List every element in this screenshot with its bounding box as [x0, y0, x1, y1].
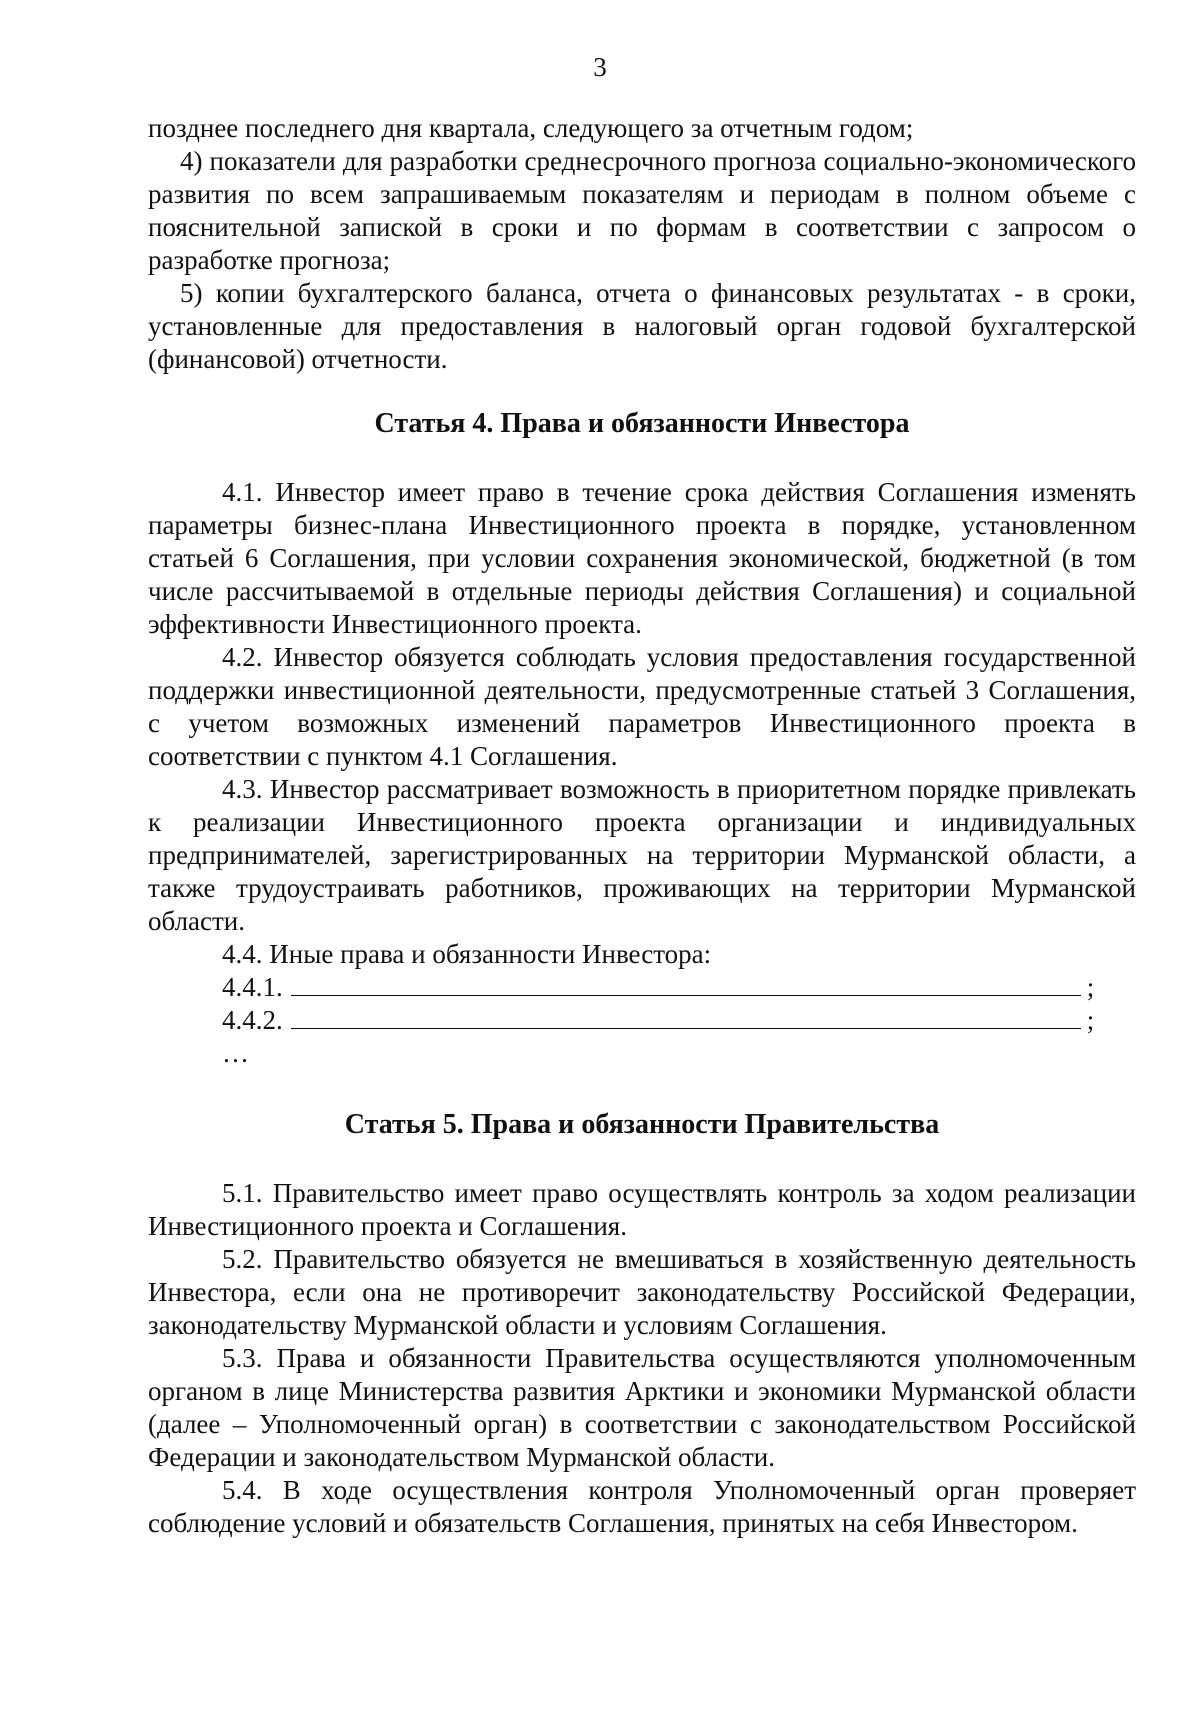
paragraph-item-5: 5) копии бухгалтерского баланса, отчета о финансовых результатах - в сроки, установленные для предоставления в налоговый орган годовой бухгалтерской (финансовой) отчетности. — [148, 278, 1136, 374]
paragraph-4-3: 4.3. Инвестор рассматривает возможность в приоритетном порядке привлекать к реализации Инвестиционного проекта организации и индивидуальных предпринимателей, зарегистрированных на территории Мурманской области, а также трудоустраивать работников, проживающих на территории Мурманской области. — [148, 774, 1136, 936]
paragraph-4-1: 4.1. Инвестор имеет право в течение срока действия Соглашения изменять параметры бизнес-плана Инвестиционного проекта в порядке, установленном статьей 6 Соглашения, при условии сохранения экономической, бюджетной (в том числе рассчитываемой в отдельные периоды действия Соглашения) и социальной эффективности Инвестиционного проекта. — [148, 477, 1136, 639]
paragraph-continuation: позднее последнего дня квартала, следующего за отчетным годом; — [148, 113, 914, 143]
blank-item-label: 4.4.2. — [222, 1005, 283, 1035]
paragraph-4-2: 4.2. Инвестор обязуется соблюдать условия предоставления государственной поддержки инвестиционной деятельности, предусмотренные статьей 3 Соглашения, с учетом возможных изменений параметров Инвестиционного проекта в соответствии с пунктом 4.1 Соглашения. — [148, 642, 1136, 771]
article-4-heading: Статья 4. Права и обязанности Инвестора — [374, 408, 910, 439]
paragraph-5-3: 5.3. Права и обязанности Правительства осуществляются уполномоченным органом в лице Министерства развития Арктики и экономики Мурманской области (далее – Уполномоченный орган) в соответствии с законодательством Российской Федерации и законодательством Мурманской области. — [148, 1343, 1136, 1472]
blank-item-end: ; — [1086, 972, 1095, 1002]
blank-item-4-4-2 — [148, 1004, 1136, 1037]
blank-item-4-4-1 — [148, 971, 1136, 1004]
spacer — [148, 1070, 1136, 1108]
blank-item-end: ; — [1086, 1005, 1095, 1035]
spacer — [148, 1142, 1136, 1177]
blank-item-label: 4.4.1. — [222, 972, 283, 1002]
paragraph-5-1: 5.1. Правительство имеет право осуществлять контроль за ходом реализации Инвестиционного проекта и Соглашения. — [148, 1178, 1136, 1241]
page-number: 3 — [593, 52, 607, 82]
spacer — [148, 376, 1136, 407]
paragraph-5-2: 5.2. Правительство обязуется не вмешиваться в хозяйственную деятельность Инвестора, если она не противоречит законодательству Российской Федерации, законодательству Мурманской области и условиям Соглашения. — [148, 1244, 1136, 1340]
document-body — [148, 112, 1136, 1540]
fill-in-line — [291, 973, 1081, 996]
paragraph-5-4: 5.4. В ходе осуществления контроля Уполномоченный орган проверяет соблюдение условий и обязательств Соглашения, принятых на себя Инвестором. — [148, 1475, 1136, 1538]
article-5-heading: Статья 5. Права и обязанности Правительства — [344, 1109, 940, 1140]
ellipsis: … — [222, 1038, 249, 1068]
paragraph-item-4: 4) показатели для разработки среднесрочного прогноза социально-экономического развития по всем запрашиваемым показателям и периодам в полном объеме с пояснительной запиской в сроки и по формам в соответствии с запросом о разработке прогноза; — [148, 146, 1136, 275]
spacer — [148, 441, 1136, 476]
fill-in-line — [291, 1006, 1081, 1029]
paragraph-4-4: 4.4. Иные права и обязанности Инвестора: — [222, 939, 712, 969]
